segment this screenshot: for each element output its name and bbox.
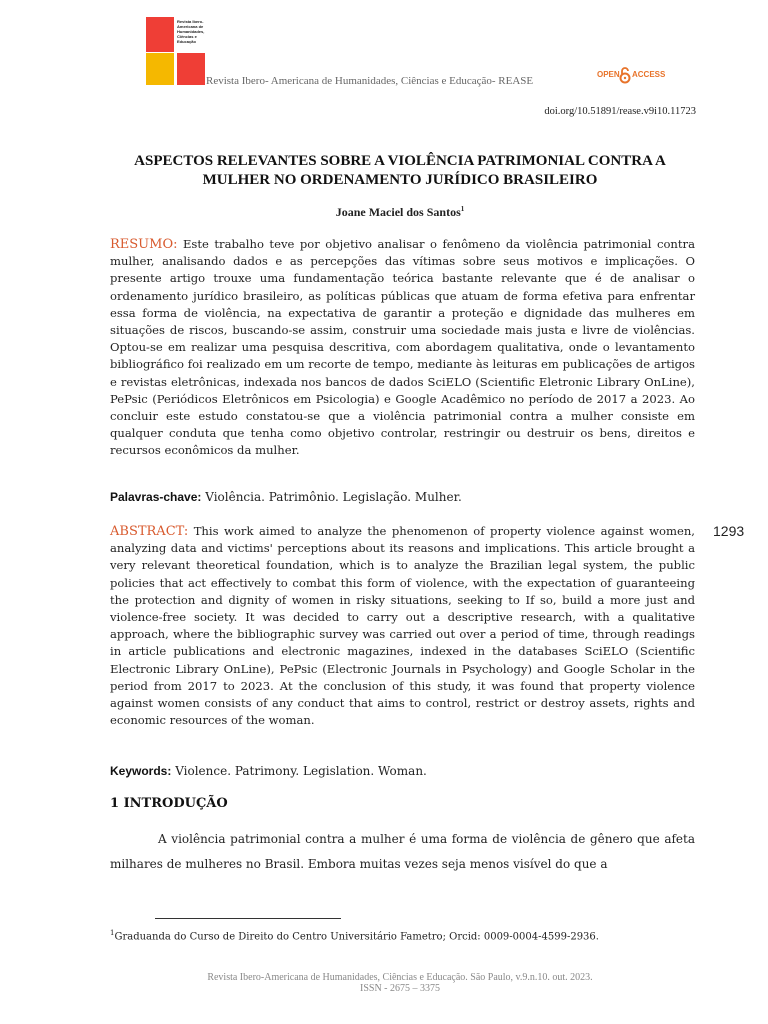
open-access-text-right: ACCESS: [632, 70, 666, 79]
resumo-text: Este trabalho teve por objetivo analisar o fenômeno da violência patrimonial contra mulher, analisando dados e as percepções das vítimas sobre seus motivos e implicações. O presente artigo trouxe uma fundamentação teórica bastante relevante que é de analisar o ordenamento jurídico brasileiro, as políticas públicas que atuam de forma efetiva para enfrentar essa forma de violência, na expectativa de garantir a proteção e dignidade das mulheres em situações de riscos, buscando-se assim, construir uma sociedade mais justa e livre de violências. Optou-se em realizar uma pesquisa descritiva, com abordagem qualitativa, onde o levantamento bibliográfico foi realizado em um recorte de tempo, mediante às leituras em publicações de artigos e revistas eletrônicas, indexada nos bancos de dados SciELO (Scientific Eletronic Library OnLine), PePsic (Periódicos Eletrônicos em Psicologia) e Google Acadêmico no período de 2017 a 2023. Ao concluir este estudo constatou-se que a violência patrimonial contra a mulher consiste em qualquer conduta que tenha como objetivo controlar, restringir ou destruir os bens, direitos e recursos econômicos da mulher.: [110, 237, 695, 458]
footnote-divider: [155, 918, 341, 919]
open-access-badge[interactable]: [597, 66, 666, 86]
journal-header: Revista Ibero- Americana de Humanidades, Ciências e Educação- REASE: [206, 75, 534, 87]
palavras-chave: [110, 490, 462, 504]
open-access-lock-icon: [619, 66, 631, 84]
intro-paragraph: A violência patrimonial contra a mulher é uma forma de violência de gênero que afeta milhares de mulheres no Brasil. Embora muitas vezes seja menos visível do que a: [110, 832, 695, 871]
palavras-chave-label: Palavras-chave:: [110, 490, 202, 504]
abstract-text: This work aimed to analyze the phenomenon of property violence against women, analyzing data and victims' perceptions about its reasons and implications. This article brought a very relevant theoretical foundation, which is to analyze the Brazilian legal system, the public policies that act effectively to combat this form of violence, with the expectation of guaranteeing the protection and dignity of women in risky situations, seeking to If so, build a more just and violence-free society. It was decided to carry out a descriptive research, with a qualitative approach, where the bibliographic survey was carried out over a period of time, through readings in article publications and electronic magazines, indexed in the databases SciELO (Scientific Electronic Library OnLine), PePsic (Electronic Journals in Psychology) and Google Scholar in the period from 2017 to 2023. At the conclusion of this study, it was found that property violence against women consists of any conduct that aims to control, restrict or destroy assets, rights and economic resources of the woman.: [110, 524, 695, 728]
keywords-label: Keywords:: [110, 764, 172, 778]
resumo-label: RESUMO:: [110, 237, 178, 252]
title-line-1: ASPECTOS RELEVANTES SOBRE A VIOLÊNCIA PATRIMONIAL CONTRA A: [134, 153, 666, 169]
author-text: Joane Maciel dos Santos: [335, 205, 461, 219]
keywords-text: Violence. Patrimony. Legislation. Woman.: [175, 764, 427, 778]
page-number: 1293: [713, 523, 745, 539]
logo-text: Revista Ibero-Americana de Humanidades, Ciências e Educação: [177, 19, 205, 44]
footer-line-2: ISSN - 2675 – 3375: [359, 983, 440, 994]
open-access-text-left: OPEN: [597, 70, 620, 79]
footer-line-1: Revista Ibero-Americana de Humanidades, Ciências e Educação. São Paulo, v.9.n.10. out. 2023.: [207, 972, 593, 983]
footnote-number: 1: [110, 929, 115, 937]
logo-square-red-bottom: [177, 53, 205, 85]
page-footer: [100, 972, 700, 994]
author-footnote-mark: 1: [460, 205, 465, 213]
title-line-2: MULHER NO ORDENAMENTO JURÍDICO BRASILEIRO: [202, 172, 598, 188]
abstract-label: ABSTRACT:: [110, 524, 189, 539]
footnote: [110, 929, 599, 942]
section-heading: 1 INTRODUÇÃO: [110, 796, 228, 811]
keywords: [110, 764, 427, 778]
logo-square-red-top: [146, 17, 174, 52]
abstract-paragraph: [110, 523, 695, 729]
palavras-chave-text: Violência. Patrimônio. Legislação. Mulher.: [205, 490, 462, 504]
resumo-paragraph: [110, 236, 695, 460]
footnote-text: Graduanda do Curso de Direito do Centro Universitário Fametro; Orcid: 0009-0004-4599-2936.: [114, 931, 599, 943]
author-name: [100, 205, 700, 220]
logo-square-yellow: [146, 53, 174, 85]
article-title: [100, 152, 700, 190]
doi-link[interactable]: doi.org/10.51891/rease.v9i10.11723: [544, 106, 696, 117]
